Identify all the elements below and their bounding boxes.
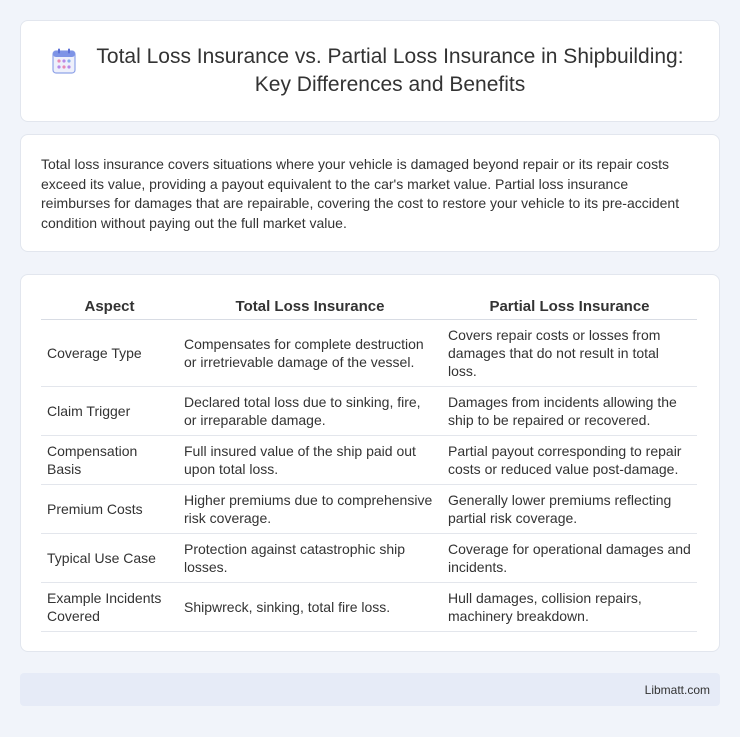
title-card bbox=[20, 20, 720, 122]
table-cell-aspect: Claim Trigger bbox=[41, 386, 178, 435]
table-row bbox=[41, 484, 697, 533]
table-cell-aspect: Example Incidents Covered bbox=[41, 582, 178, 631]
header-partial-loss: Partial Loss Insurance bbox=[442, 293, 697, 319]
table-cell-partial: Hull damages, collision repairs, machinery breakdown. bbox=[442, 582, 697, 631]
table-row bbox=[41, 435, 697, 484]
comparison-table bbox=[41, 293, 697, 632]
footer bbox=[20, 673, 720, 706]
calendar-icon bbox=[51, 47, 77, 75]
table-cell-aspect: Compensation Basis bbox=[41, 435, 178, 484]
title-wrap bbox=[21, 43, 719, 99]
table-row bbox=[41, 319, 697, 386]
footer-site-link[interactable]: Libmatt.com bbox=[644, 683, 710, 697]
table-cell-partial: Generally lower premiums reflecting partial risk coverage. bbox=[442, 484, 697, 533]
table-row bbox=[41, 582, 697, 631]
table-row bbox=[41, 533, 697, 582]
comparison-card bbox=[20, 274, 720, 652]
table-cell-partial: Damages from incidents allowing the ship to be repaired or recovered. bbox=[442, 386, 697, 435]
intro-text: Total loss insurance covers situations where your vehicle is damaged beyond repair or its repair costs exceed its value, providing a payout equivalent to the car's market value. Partial loss insurance reimburses for damages that are repairable, covering the cost to restore your vehicle to its pre-accident condition without paying out the full market value. bbox=[41, 156, 680, 231]
table-header-row bbox=[41, 293, 697, 319]
header-total-loss: Total Loss Insurance bbox=[178, 293, 442, 319]
table-cell-total: Compensates for complete destruction or irretrievable damage of the vessel. bbox=[178, 319, 442, 386]
table-cell-total: Declared total loss due to sinking, fire, or irreparable damage. bbox=[178, 386, 442, 435]
table-cell-partial: Partial payout corresponding to repair costs or reduced value post-damage. bbox=[442, 435, 697, 484]
table-cell-aspect: Coverage Type bbox=[41, 319, 178, 386]
table-cell-total: Higher premiums due to comprehensive risk coverage. bbox=[178, 484, 442, 533]
header-aspect: Aspect bbox=[41, 293, 178, 319]
table-cell-partial: Covers repair costs or losses from damages that do not result in total loss. bbox=[442, 319, 697, 386]
table-cell-total: Shipwreck, sinking, total fire loss. bbox=[178, 582, 442, 631]
table-cell-aspect: Typical Use Case bbox=[41, 533, 178, 582]
table-cell-partial: Coverage for operational damages and incidents. bbox=[442, 533, 697, 582]
table-cell-total: Protection against catastrophic ship losses. bbox=[178, 533, 442, 582]
intro-card bbox=[20, 134, 720, 252]
table-row bbox=[41, 386, 697, 435]
table-cell-aspect: Premium Costs bbox=[41, 484, 178, 533]
table-cell-total: Full insured value of the ship paid out upon total loss. bbox=[178, 435, 442, 484]
page-title: Total Loss Insurance vs. Partial Loss Insurance in Shipbuilding: Key Differences and Benefits bbox=[96, 45, 684, 96]
